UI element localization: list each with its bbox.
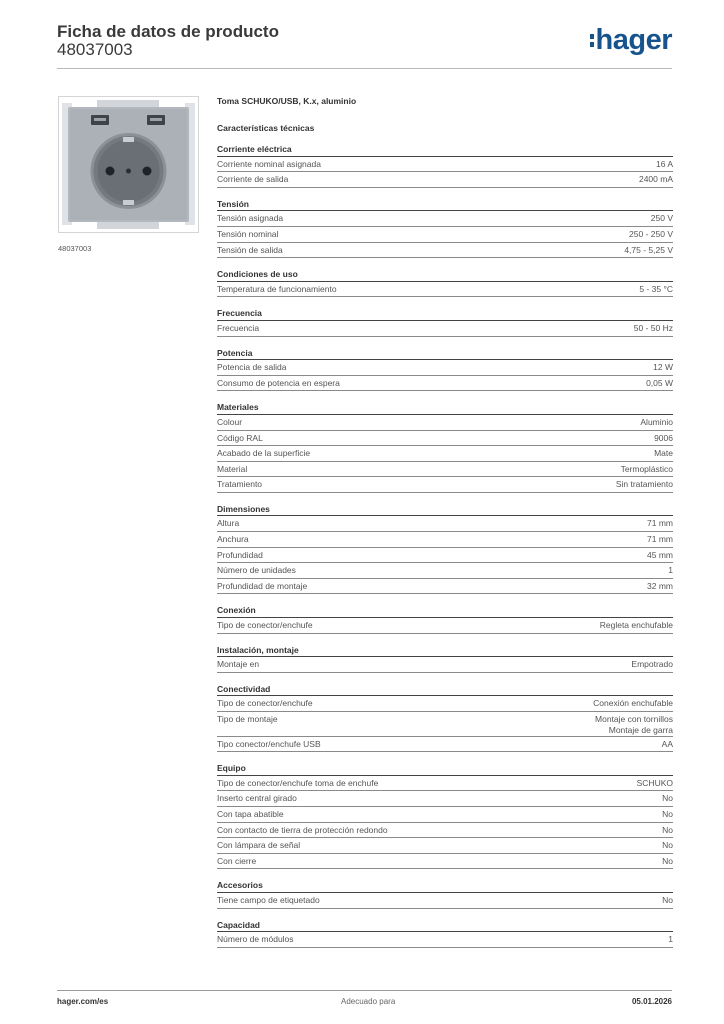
section-title: Frecuencia bbox=[217, 306, 673, 321]
spec-label: Número de unidades bbox=[217, 565, 296, 576]
spec-value: 1 bbox=[668, 565, 673, 576]
spec-row bbox=[217, 321, 673, 337]
spec-row bbox=[217, 712, 673, 737]
spec-row bbox=[217, 854, 673, 870]
section-title: Corriente eléctrica bbox=[217, 142, 673, 157]
spec-label: Material bbox=[217, 463, 248, 474]
spec-value: 4,75 - 5,25 V bbox=[624, 244, 673, 255]
spec-row bbox=[217, 211, 673, 227]
spec-value: 12 W bbox=[653, 362, 673, 373]
spec-label: Anchura bbox=[217, 534, 249, 545]
spec-label: Altura bbox=[217, 518, 240, 529]
spec-label: Tensión de salida bbox=[217, 244, 283, 255]
spec-row bbox=[217, 618, 673, 634]
section-title: Condiciones de uso bbox=[217, 267, 673, 282]
spec-row bbox=[217, 172, 673, 188]
product-image bbox=[58, 96, 199, 233]
spec-label: Tensión nominal bbox=[217, 228, 279, 239]
spec-label: Con tapa abatible bbox=[217, 808, 284, 819]
spec-value: 2400 mA bbox=[638, 174, 673, 185]
footer-website: hager.com/es bbox=[57, 997, 109, 1006]
spec-row bbox=[217, 696, 673, 712]
spec-row bbox=[217, 823, 673, 839]
spec-row bbox=[217, 516, 673, 532]
spec-value: 1 bbox=[668, 934, 673, 945]
section-title: Dimensiones bbox=[217, 502, 673, 517]
spec-label: Tipo de conector/enchufe bbox=[217, 698, 313, 709]
spec-section bbox=[217, 267, 673, 297]
spec-label: Profundidad de montaje bbox=[217, 580, 308, 591]
spec-value: AA bbox=[661, 738, 673, 749]
spec-value: 71 mm bbox=[647, 534, 673, 545]
spec-row bbox=[217, 282, 673, 298]
spec-value: 71 mm bbox=[647, 518, 673, 529]
spec-value: 9006 bbox=[654, 432, 673, 443]
spec-section bbox=[217, 878, 673, 908]
spec-value: Regleta enchufable bbox=[599, 620, 673, 631]
spec-value: 32 mm bbox=[647, 580, 673, 591]
schuko-usb-socket-image bbox=[59, 97, 198, 232]
spec-value: Mate bbox=[654, 448, 673, 459]
spec-label: Con cierre bbox=[217, 855, 257, 866]
spec-row bbox=[217, 932, 673, 948]
footer-date: 05.01.2026 bbox=[631, 997, 672, 1006]
hager-logo bbox=[590, 20, 672, 60]
spec-row bbox=[217, 548, 673, 564]
spec-row bbox=[217, 227, 673, 243]
spec-value: Conexión enchufable bbox=[593, 698, 673, 709]
spec-label: Colour bbox=[217, 416, 243, 427]
spec-label: Tipo de conector/enchufe bbox=[217, 620, 313, 631]
spec-section bbox=[217, 918, 673, 948]
spec-row bbox=[217, 477, 673, 493]
spec-label: Tipo de montaje bbox=[217, 713, 278, 724]
technical-characteristics-heading: Características técnicas bbox=[217, 123, 315, 133]
spec-row bbox=[217, 462, 673, 478]
product-specs bbox=[217, 95, 673, 957]
spec-label: Número de módulos bbox=[217, 934, 294, 945]
spec-value: No bbox=[662, 808, 673, 819]
spec-label: Profundidad bbox=[217, 549, 263, 560]
header-divider bbox=[57, 68, 672, 69]
section-title: Conectividad bbox=[217, 682, 673, 697]
spec-row bbox=[217, 446, 673, 462]
spec-row bbox=[217, 360, 673, 376]
spec-value: 16 A bbox=[655, 158, 673, 169]
spec-value: 0,05 W bbox=[646, 377, 673, 388]
spec-value: No bbox=[662, 894, 673, 905]
spec-label: Tipo conector/enchufe USB bbox=[217, 738, 321, 749]
spec-value: 250 V bbox=[650, 213, 673, 224]
spec-section bbox=[217, 643, 673, 673]
spec-section bbox=[217, 682, 673, 752]
spec-label: Acabado de la superficie bbox=[217, 448, 311, 459]
page-header bbox=[57, 20, 672, 70]
spec-value: No bbox=[662, 824, 673, 835]
spec-section bbox=[217, 502, 673, 595]
spec-section bbox=[217, 400, 673, 493]
spec-label: Tensión asignada bbox=[217, 213, 284, 224]
logo-wordmark: hager bbox=[595, 23, 672, 56]
spec-row bbox=[217, 657, 673, 673]
section-title: Accesorios bbox=[217, 878, 673, 893]
spec-label: Inserto central girado bbox=[217, 793, 297, 804]
spec-row bbox=[217, 807, 673, 823]
spec-label: Tiene campo de etiquetado bbox=[217, 894, 320, 905]
spec-label: Temperatura de funcionamiento bbox=[217, 283, 337, 294]
image-caption: 48037003 bbox=[58, 244, 92, 253]
spec-value: 5 - 35 °C bbox=[639, 283, 673, 294]
spec-row bbox=[217, 791, 673, 807]
section-title: Equipo bbox=[217, 761, 673, 776]
spec-section bbox=[217, 761, 673, 869]
spec-label: Potencia de salida bbox=[217, 362, 287, 373]
spec-value: Termoplástico bbox=[620, 463, 673, 474]
spec-value: No bbox=[662, 840, 673, 851]
spec-label: Código RAL bbox=[217, 432, 263, 443]
footer-note: Adecuado para bbox=[341, 997, 396, 1006]
spec-row bbox=[217, 893, 673, 909]
spec-row bbox=[217, 838, 673, 854]
spec-label: Con contacto de tierra de protección redondo bbox=[217, 824, 388, 835]
spec-sections bbox=[217, 142, 673, 948]
section-title: Tensión bbox=[217, 197, 673, 212]
section-title: Capacidad bbox=[217, 918, 673, 933]
spec-value: No bbox=[662, 793, 673, 804]
spec-section bbox=[217, 346, 673, 392]
spec-row bbox=[217, 157, 673, 173]
product-name: Toma SCHUKO/USB, K.x, aluminio bbox=[217, 96, 357, 106]
spec-row bbox=[217, 737, 673, 753]
spec-label: Montaje en bbox=[217, 659, 260, 670]
spec-section bbox=[217, 306, 673, 336]
spec-value: Montaje con tornillos Montaje de garra bbox=[595, 713, 673, 735]
logo-colon-mark bbox=[590, 32, 594, 48]
spec-label: Corriente de salida bbox=[217, 174, 289, 185]
spec-row bbox=[217, 579, 673, 595]
section-title: Materiales bbox=[217, 400, 673, 415]
spec-row bbox=[217, 532, 673, 548]
section-title: Potencia bbox=[217, 346, 673, 361]
spec-row bbox=[217, 415, 673, 431]
spec-value: 250 - 250 V bbox=[629, 228, 673, 239]
spec-label: Tipo de conector/enchufe toma de enchufe bbox=[217, 777, 379, 788]
spec-label: Frecuencia bbox=[217, 322, 260, 333]
spec-section bbox=[217, 603, 673, 633]
spec-value: Empotrado bbox=[631, 659, 673, 670]
spec-section bbox=[217, 197, 673, 258]
section-title: Conexión bbox=[217, 603, 673, 618]
spec-row bbox=[217, 376, 673, 392]
spec-value: Sin tratamiento bbox=[615, 479, 673, 490]
spec-value: SCHUKO bbox=[636, 777, 673, 788]
spec-value: 45 mm bbox=[647, 549, 673, 560]
spec-label: Con lámpara de señal bbox=[217, 840, 301, 851]
document-product-code: 48037003 bbox=[57, 40, 133, 59]
spec-label: Corriente nominal asignada bbox=[217, 158, 321, 169]
spec-section bbox=[217, 142, 673, 188]
spec-row bbox=[217, 563, 673, 579]
spec-label: Consumo de potencia en espera bbox=[217, 377, 340, 388]
spec-row bbox=[217, 431, 673, 447]
document-title: Ficha de datos de producto bbox=[57, 22, 279, 41]
spec-row bbox=[217, 243, 673, 259]
footer-divider bbox=[57, 990, 672, 991]
spec-value: No bbox=[662, 855, 673, 866]
spec-row bbox=[217, 776, 673, 792]
spec-value: 50 - 50 Hz bbox=[633, 322, 673, 333]
section-title: Instalación, montaje bbox=[217, 643, 673, 658]
spec-value: Aluminio bbox=[640, 416, 673, 427]
spec-label: Tratamiento bbox=[217, 479, 263, 490]
